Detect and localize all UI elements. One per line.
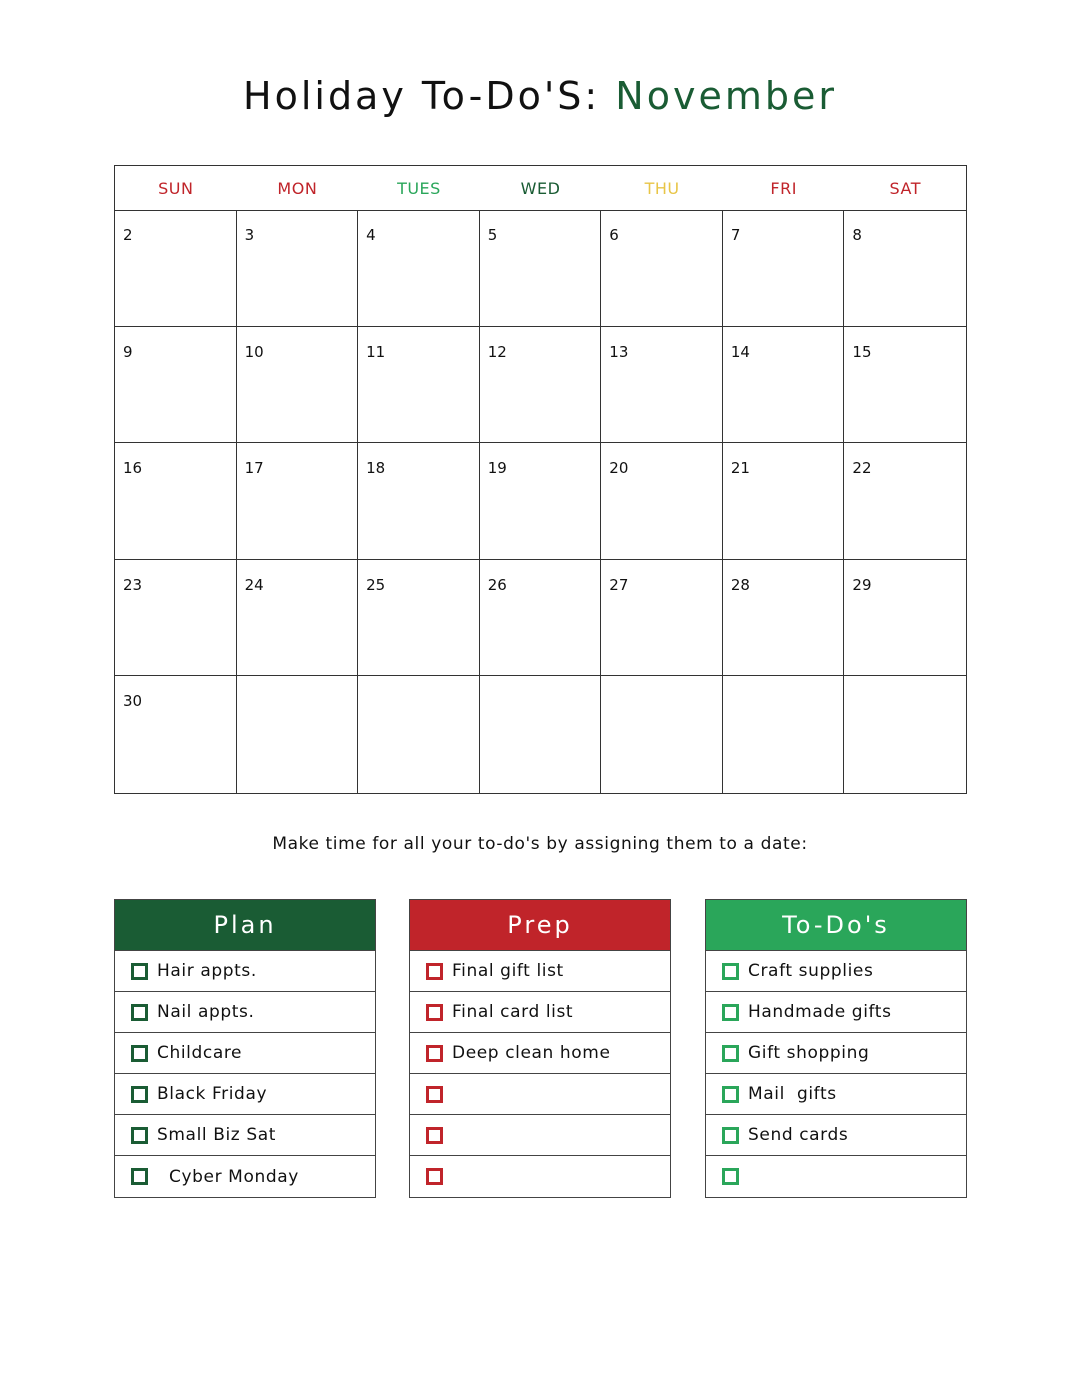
day-cell[interactable] [480, 327, 602, 444]
day-cell[interactable] [480, 560, 602, 677]
list-item [706, 1033, 966, 1074]
checkbox[interactable] [426, 1004, 443, 1021]
day-number: 12 [487, 342, 507, 361]
checkbox[interactable] [722, 1127, 739, 1144]
list-item [410, 1033, 670, 1074]
list-item-label: Small Biz Sat [157, 1125, 277, 1145]
list-item [410, 992, 670, 1033]
day-cell[interactable] [844, 560, 966, 677]
checkbox[interactable] [131, 1127, 148, 1144]
checkbox[interactable] [426, 1127, 443, 1144]
list-item [706, 1156, 966, 1197]
day-number: 23 [123, 575, 143, 594]
checkbox[interactable] [722, 963, 739, 980]
day-cell[interactable] [358, 676, 480, 793]
list-item [115, 1156, 375, 1197]
day-number: 7 [730, 226, 741, 244]
day-cell[interactable] [480, 676, 602, 793]
day-cell[interactable] [115, 210, 237, 327]
list-item [706, 992, 966, 1033]
list-item [115, 1074, 375, 1115]
day-number: 3 [244, 226, 255, 244]
weekday-sat: SAT [889, 179, 921, 198]
plan-list [114, 899, 376, 1198]
instruction-text: Make time for all your to-do's by assigning them to a date: [272, 834, 808, 854]
day-number: 28 [730, 575, 750, 594]
checkbox[interactable] [426, 963, 443, 980]
day-cell[interactable] [237, 443, 359, 560]
checkbox[interactable] [131, 1168, 148, 1185]
day-cell[interactable] [115, 443, 237, 560]
checkbox[interactable] [722, 1168, 739, 1185]
day-cell[interactable] [601, 443, 723, 560]
list-item-label: Childcare [157, 1043, 243, 1063]
title-prefix: Holiday To-Do'S: [243, 74, 616, 118]
list-item-label: Gift shopping [748, 1043, 870, 1063]
day-number: 5 [487, 226, 498, 244]
day-number: 24 [244, 575, 264, 594]
list-item [115, 951, 375, 992]
list-item [115, 1033, 375, 1074]
day-number: 14 [730, 342, 750, 361]
day-cell[interactable] [844, 443, 966, 560]
day-number: 18 [366, 459, 386, 478]
list-item [706, 1074, 966, 1115]
day-cell[interactable] [115, 676, 237, 793]
list-item [706, 951, 966, 992]
checkbox[interactable] [426, 1086, 443, 1103]
day-cell[interactable] [480, 210, 602, 327]
checkbox[interactable] [131, 963, 148, 980]
list-item-label: Send cards [748, 1125, 849, 1145]
day-cell[interactable] [601, 560, 723, 677]
day-cell[interactable] [237, 327, 359, 444]
day-cell[interactable] [723, 210, 845, 327]
day-number: 25 [366, 575, 386, 594]
day-number: 29 [852, 575, 872, 594]
day-cell[interactable] [844, 327, 966, 444]
day-cell[interactable] [237, 560, 359, 677]
day-number: 9 [123, 342, 133, 361]
day-number: 17 [244, 459, 264, 478]
list-item [410, 1156, 670, 1197]
page-title [0, 74, 1080, 118]
day-cell[interactable] [358, 443, 480, 560]
list-item-label: Mail gifts [748, 1084, 837, 1104]
day-cell[interactable] [723, 560, 845, 677]
list-title: Prep [410, 900, 670, 951]
day-cell[interactable] [844, 210, 966, 327]
list-item [410, 1115, 670, 1156]
prep-list [409, 899, 671, 1198]
weekday-fri: FRI [770, 179, 797, 198]
day-number: 8 [852, 226, 862, 244]
list-item [706, 1115, 966, 1156]
day-cell[interactable] [723, 443, 845, 560]
list-item-label: Cyber Monday [157, 1166, 299, 1187]
checkbox[interactable] [722, 1045, 739, 1062]
list-item [115, 992, 375, 1033]
day-number: 21 [730, 459, 750, 478]
day-cell[interactable] [237, 676, 359, 793]
list-item-label: Handmade gifts [748, 1002, 892, 1022]
list-title: Plan [115, 900, 375, 951]
list-item-label: Craft supplies [748, 961, 874, 981]
day-number: 11 [366, 342, 386, 361]
todos-list [705, 899, 967, 1198]
day-number: 6 [609, 226, 619, 244]
day-number: 2 [123, 226, 133, 244]
checkbox[interactable] [426, 1045, 443, 1062]
day-cell[interactable] [115, 560, 237, 677]
list-item-label: Deep clean home [452, 1043, 611, 1063]
list-item [115, 1115, 375, 1156]
list-item-label: Nail appts. [157, 1002, 255, 1022]
weekday-mon: MON [277, 179, 318, 198]
weekday-sun: SUN [158, 179, 194, 198]
checkbox[interactable] [722, 1086, 739, 1103]
day-cell[interactable] [601, 676, 723, 793]
day-cell[interactable] [844, 676, 966, 793]
checkbox[interactable] [722, 1004, 739, 1021]
day-number: 27 [609, 575, 629, 594]
day-cell[interactable] [358, 327, 480, 444]
day-number: 19 [487, 459, 507, 478]
list-title: To-Do's [706, 900, 966, 951]
day-cell[interactable] [723, 676, 845, 793]
checkbox[interactable] [131, 1045, 148, 1062]
day-number: 22 [852, 459, 872, 478]
calendar [114, 165, 967, 794]
checkbox[interactable] [426, 1168, 443, 1185]
day-cell[interactable] [115, 327, 237, 444]
day-number: 4 [366, 226, 376, 244]
day-cell[interactable] [601, 210, 723, 327]
checkbox[interactable] [131, 1086, 148, 1103]
weekday-header-row [115, 166, 966, 211]
day-number: 26 [487, 575, 507, 594]
day-number: 10 [244, 342, 264, 361]
title-month: November [615, 74, 837, 118]
day-number: 30 [123, 692, 143, 711]
day-number: 20 [609, 459, 629, 478]
list-item-label: Hair appts. [157, 961, 257, 981]
day-cell[interactable] [480, 443, 602, 560]
day-number: 15 [852, 342, 872, 361]
calendar-grid [115, 210, 966, 793]
list-item-label: Final card list [452, 1002, 574, 1022]
weekday-thu: THU [644, 179, 680, 198]
day-number: 16 [123, 459, 143, 478]
day-cell[interactable] [723, 327, 845, 444]
day-cell[interactable] [237, 210, 359, 327]
day-number: 13 [609, 342, 629, 361]
list-item [410, 1074, 670, 1115]
day-cell[interactable] [601, 327, 723, 444]
day-cell[interactable] [358, 210, 480, 327]
weekday-wed: WED [520, 179, 561, 198]
list-item-label: Black Friday [157, 1084, 268, 1104]
list-item [410, 951, 670, 992]
weekday-tues: TUES [397, 179, 441, 198]
day-cell[interactable] [358, 560, 480, 677]
list-item-label: Final gift list [452, 961, 564, 981]
checkbox[interactable] [131, 1004, 148, 1021]
